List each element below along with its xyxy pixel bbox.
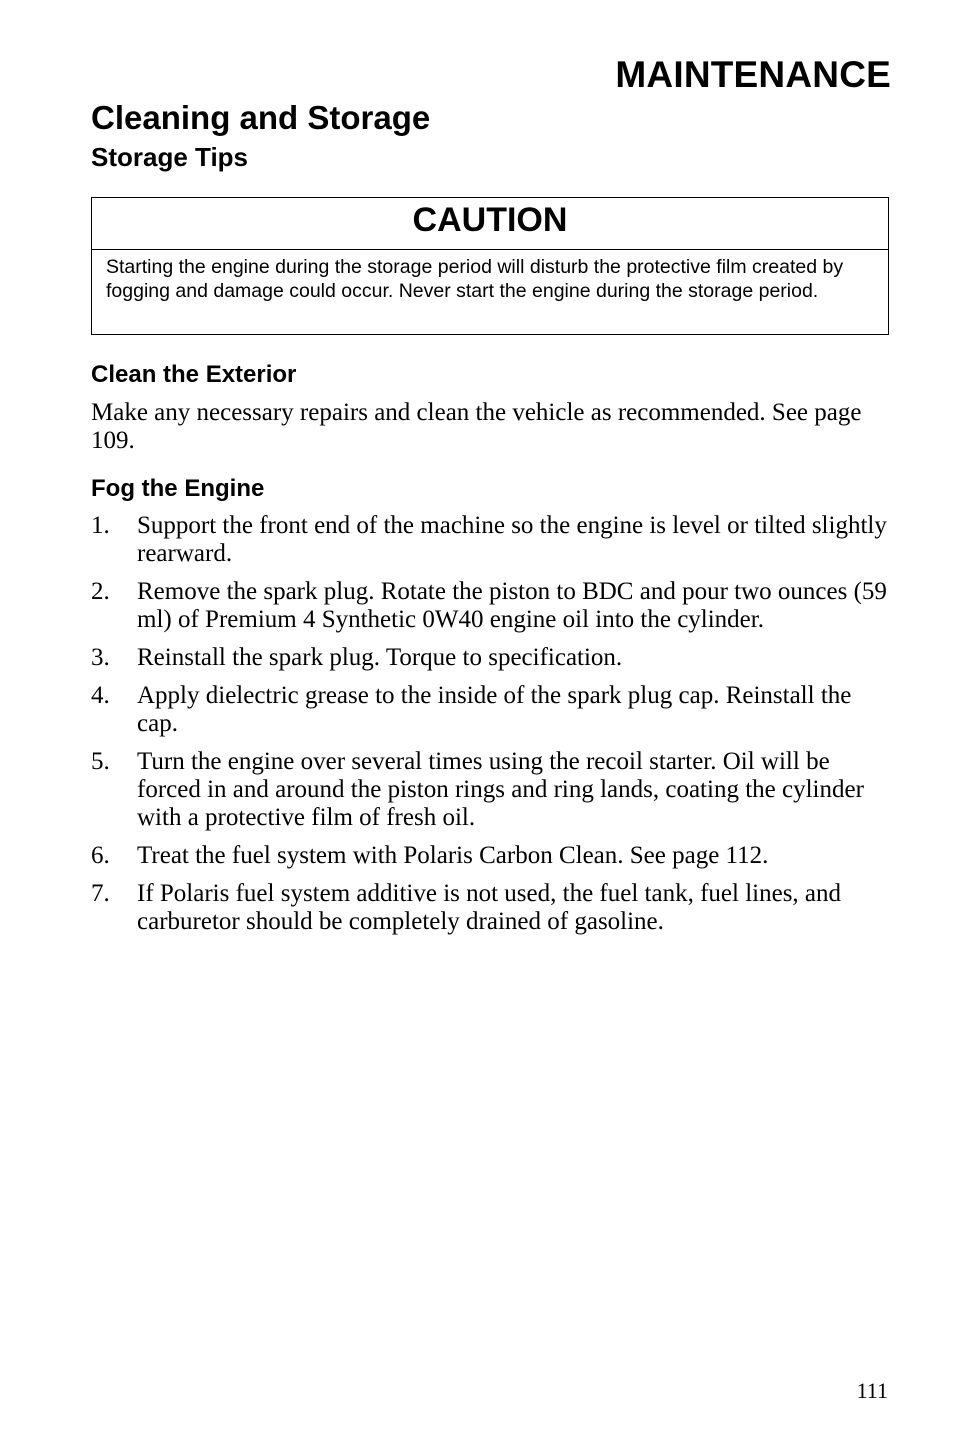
step-text: Reinstall the spark plug. Torque to specification. [137,644,623,671]
page-title: Cleaning and Storage [91,99,431,136]
list-item [91,842,891,870]
step-text: Treat the fuel system with Polaris Carbon Clean. See page 112. [137,842,769,869]
page-subtitle: Storage Tips [91,142,249,172]
step-text: Remove the spark plug. Rotate the piston to BDC and pour two ounces (59 ml) of Premium 4 Synthetic 0W40 engine oil into the cylinder. [137,578,887,633]
step-number: 7. [91,880,110,907]
fog-engine-heading: Fog the Engine [91,475,265,502]
step-number: 6. [91,842,110,869]
step-text: Support the front end of the machine so the engine is level or tilted slightly rearward. [137,512,887,567]
section-header: MAINTENANCE [615,54,891,95]
caution-heading: CAUTION [92,198,888,250]
step-number: 4. [91,682,110,709]
step-text: If Polaris fuel system additive is not used, the fuel tank, fuel lines, and carburetor should be completely drained of gasoline. [137,880,842,935]
caution-box [91,197,889,335]
step-number: 5. [91,748,110,775]
fog-engine-steps [91,512,891,946]
list-item [91,880,891,936]
list-item [91,512,891,568]
list-item [91,644,891,672]
list-item [91,682,891,738]
step-number: 2. [91,578,110,605]
step-text: Turn the engine over several times using the recoil starter. Oil will be forced in and around the piston rings and ring lands, coating the cylinder with a protective film of fresh oil. [137,748,864,831]
caution-text: Starting the engine during the storage period will disturb the protective film created by fogging and damage could occur. Never start the engine during the storage period. [106,256,844,302]
page-number: 111 [856,1378,888,1403]
list-item [91,578,891,634]
step-number: 1. [91,512,110,539]
clean-exterior-heading: Clean the Exterior [91,361,297,388]
step-text: Apply dielectric grease to the inside of the spark plug cap. Reinstall the cap. [137,682,852,737]
step-number: 3. [91,644,110,671]
list-item [91,748,891,832]
clean-exterior-text: Make any necessary repairs and clean the vehicle as recommended. See page 109. [91,399,862,454]
